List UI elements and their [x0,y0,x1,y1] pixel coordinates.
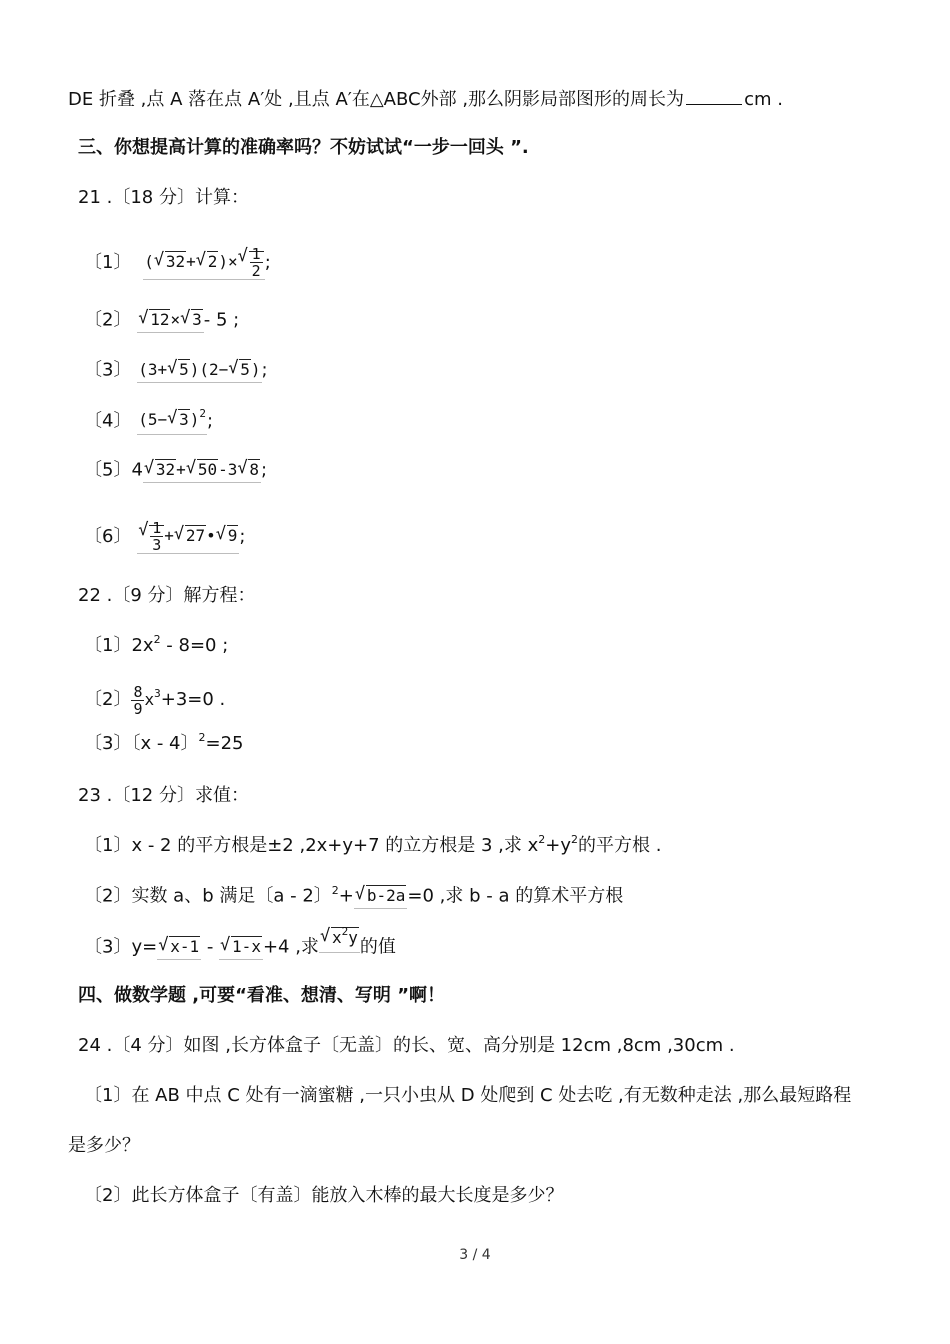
question-22-3: 〔3〕〔x - 4〕$^2$=25 [84,731,244,754]
math-expression-23-2: √ b-2a [354,884,408,909]
section-heading-3: 三、你想提高计算的准确率吗？不妨试试“一步一回头 ”. [78,137,529,158]
math-expression-23-3a: √ x-1 [157,935,201,960]
page-number: 3 / 4 [459,1247,491,1263]
item-label: 〔5〕4 [84,459,143,481]
math-expression-21-1: (√ 32+√ 2)× √ $\frac{1}{2}$ [143,246,265,280]
question-21-5: 〔5〕4√ 32+√ 50-3√ 8 ; [84,458,267,483]
question-21-title: 21 .〔18 分〕计算： [78,187,249,208]
math-expression-21-2: √ 12×√ 3 [137,308,204,333]
question-21-2: 〔2〕 √ 12×√ 3 - 5 ; [84,308,239,333]
question-22-title: 22 .〔9 分〕解方程： [78,585,256,606]
item-label: 〔4〕 [84,410,132,432]
question-24-1-cont: 是多少？ [68,1135,140,1156]
question-21-4: 〔4〕 (5−√ 3)$^2$; [84,408,213,435]
question-23-title: 23 .〔12 分〕求值： [78,785,249,806]
math-expression-23-3b: √ 1-x [219,935,263,960]
question-24-title: 24 .〔4 分〕如图 ,长方体盒子〔无盖〕的长、宽、高分别是 12cm ,8cm ,30cm . [78,1035,735,1056]
item-label: 〔1〕 [84,252,132,273]
question-22-1: 〔1〕$2x^2 - 8=0$ ; [84,633,229,656]
question-21-6: 〔6〕 √ $\frac{1}{3}$ +√ 27•√ 9 ; [84,520,245,554]
math-expression-21-5: √ 32+√ 50-3√ 8 [143,458,261,483]
text-line-fold [68,86,783,112]
item-label: 〔6〕 [84,526,132,547]
text-fold-unit: cm . [744,89,783,110]
question-23-3: 〔3〕y=√ x-1 - √ 1-x +4 ,求√ $x^2y$ 的值 [84,934,396,961]
question-23-1: 〔1〕x - 2 的平方根是±2 ,2x+y+7 的立方根是 3 ,求 $x^2+y^2$的平方根 . [84,833,662,856]
question-23-2: 〔2〕实数 a、b 满足〔a - 2〕$^2$+√ b-2a =0 ,求 b - a 的算术平方根 [84,884,623,911]
math-expression-21-6: √ $\frac{1}{3}$ +√ 27•√ 9 [137,520,239,554]
question-22-2: 〔2〕 $\frac{8}{9}$ $x^3+3=0$ . [84,683,226,718]
question-24-2: 〔2〕此长方体盒子〔有盖〕能放入木棒的最大长度是多少？ [84,1185,564,1206]
question-24-1: 〔1〕在 AB 中点 C 处有一滴蜜糖 ,一只小虫从 D 处爬到 C 处去吃 ,有无数种走法 ,那么最短路程 [84,1085,852,1106]
question-21-3: 〔3〕 (3+√ 5)(2−√ 5); [84,358,268,383]
question-21-1: 〔1〕 (√ 32+√ 2)× √ $\frac{1}{2}$ ; [84,246,271,280]
math-expression-23-3c: √ $x^2y$ [319,926,360,953]
answer-blank[interactable] [686,86,742,105]
section-heading-4: 四、做数学题 ,可要“看准、想清、写明 ”啊！ [78,985,446,1006]
math-expression-22-2: $\frac{8}{9}$ $x^3$ [133,683,161,718]
math-expression-21-4: (5−√ 3)$^2$ [137,408,207,435]
text-fold-part2: 外部 ,那么阴影局部图形的周长为 [420,89,685,110]
text-fold-part1: DE 折叠 ,点 A 落在点 A′处 ,且点 A′在△ABC [68,89,421,110]
item-label: 〔2〕 [84,309,132,331]
item-label: 〔3〕 [84,359,132,381]
math-expression-21-3: (3+√ 5)(2−√ 5) [137,358,261,383]
